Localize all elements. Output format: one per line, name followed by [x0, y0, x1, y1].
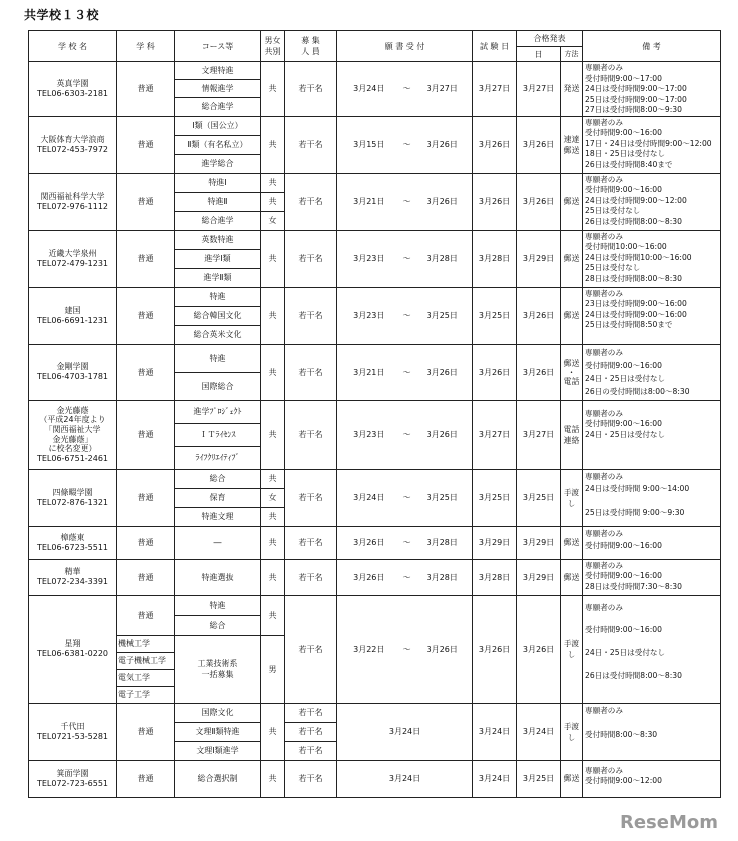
dept-cell: 普通 — [117, 173, 175, 230]
app-to-cell: 3月26日 — [413, 173, 473, 230]
recruit-cell: 若干名 — [285, 230, 337, 287]
course-cell: 特進選抜 — [175, 559, 261, 595]
app-to-cell: 3月25日 — [413, 469, 473, 526]
exam-cell: 3月28日 — [473, 230, 517, 287]
eng-dept-cell: 機械工学 — [117, 635, 175, 652]
notes-cell: 専願者のみ 受付時間9:00～17:00 24日は受付時間9:00～17:00 25日は受付時間9:00～17:00 27日は受付時間8:00～9:30 — [583, 62, 721, 117]
school-name: 星翔 TEL06-6381-0220 — [29, 595, 117, 703]
coed-cell: 共 — [261, 344, 285, 400]
result-method-cell: 手渡し — [561, 469, 583, 526]
result-method-cell: 郵送 — [561, 526, 583, 559]
exam-cell: 3月27日 — [473, 400, 517, 469]
course-cell: 進学総合 — [175, 154, 261, 173]
table-row — [29, 173, 721, 192]
recruit-cell: 若干名 — [285, 559, 337, 595]
result-day-cell: 3月29日 — [517, 559, 561, 595]
app-sep: ～ — [401, 116, 413, 173]
notes-cell: 専願者のみ 受付時間9:00～16:00 24日・25日は受付なし 26日は受付時間8:00～8:30 — [583, 595, 721, 703]
eng-dept-cell: 電子工学 — [117, 686, 175, 703]
recruit-cell: 若干名 — [285, 287, 337, 344]
eng-course-cell: 工業技術系 一括募集 — [175, 635, 261, 703]
page-title: 共学校１３校 — [24, 8, 100, 22]
course-cell: 文理Ⅰ類進学 — [175, 741, 261, 760]
notes-cell: 専願者のみ 受付時間9:00～12:00 — [583, 760, 721, 797]
app-sep: ～ — [401, 230, 413, 287]
table-row — [29, 760, 721, 797]
coed-cell: 女 — [261, 488, 285, 507]
school-name: 建国 TEL06-6691-1231 — [29, 287, 117, 344]
app-sep: ～ — [401, 344, 413, 400]
coed-cell: 共 — [261, 559, 285, 595]
result-day-cell: 3月24日 — [517, 703, 561, 760]
app-to-cell: 3月25日 — [413, 287, 473, 344]
course-cell: ﾗｲﾌｸﾘｴｲﾃｨﾌﾞ — [175, 446, 261, 469]
notes-cell: 専願者のみ 受付時間8:00～8:30 — [583, 703, 721, 760]
header-result-day: 日 — [517, 47, 561, 62]
exam-cell: 3月26日 — [473, 595, 517, 703]
result-method-cell: 速達 郵送 — [561, 116, 583, 173]
table-body — [29, 62, 721, 798]
recruit-cell: 若干名 — [285, 116, 337, 173]
coed-cell: 女 — [261, 211, 285, 230]
course-cell: 特進Ⅰ — [175, 173, 261, 192]
recruit-cell: 若干名 — [285, 62, 337, 117]
course-cell: 総合韓国文化 — [175, 306, 261, 325]
exam-cell: 3月24日 — [473, 760, 517, 797]
notes-cell: 専願者のみ 23日は受付時間9:00～16:00 24日は受付時間9:00～16:00 25日は受付時間8:50まで — [583, 287, 721, 344]
header-application: 願 書 受 付 — [337, 31, 473, 62]
coed-cell: 共 — [261, 230, 285, 287]
app-sep: ～ — [401, 595, 413, 703]
coed-cell: 共 — [261, 62, 285, 117]
result-method-cell: 電話 連絡 — [561, 400, 583, 469]
course-cell: ＩＴﾗｲｾﾝｽ — [175, 423, 261, 446]
app-sep: ～ — [401, 62, 413, 117]
header-result-method: 方法 — [561, 47, 583, 62]
table-row — [29, 595, 721, 615]
app-sep: ～ — [401, 559, 413, 595]
coed-cell: 共 — [261, 526, 285, 559]
coed-cell: 共 — [261, 400, 285, 469]
exam-cell: 3月26日 — [473, 173, 517, 230]
course-cell: 文理特進 — [175, 62, 261, 80]
course-cell: 英数特進 — [175, 230, 261, 249]
notes-cell: 専願者のみ 受付時間9:00～16:00 28日は受付時間7:30～8:30 — [583, 559, 721, 595]
result-day-cell: 3月25日 — [517, 469, 561, 526]
eng-dept-cell: 電子機械工学 — [117, 652, 175, 669]
notes-cell: 専願者のみ 受付時間9:00～16:00 — [583, 526, 721, 559]
dept-cell: 普通 — [117, 62, 175, 117]
exam-cell: 3月26日 — [473, 116, 517, 173]
course-cell: 特進 — [175, 287, 261, 306]
dept-cell: 普通 — [117, 287, 175, 344]
coed-cell: 共 — [261, 192, 285, 211]
header-coed: 男女 共別 — [261, 31, 285, 62]
course-cell: 文理Ⅱ類特進 — [175, 722, 261, 741]
eng-dept-cell: 電気工学 — [117, 669, 175, 686]
result-day-cell: 3月25日 — [517, 760, 561, 797]
course-cell: 総合英米文化 — [175, 325, 261, 344]
course-cell: 進学Ⅰ類 — [175, 249, 261, 268]
header-result: 合格発表 — [517, 31, 583, 47]
header-dept: 学 科 — [117, 31, 175, 62]
coed-cell: 共 — [261, 703, 285, 760]
result-day-cell: 3月26日 — [517, 116, 561, 173]
course-cell: Ⅱ類（有名私立） — [175, 135, 261, 154]
admissions-table-wrapper — [28, 30, 720, 798]
dept-cell: 普通 — [117, 760, 175, 797]
header-course: コース等 — [175, 31, 261, 62]
table-row — [29, 526, 721, 559]
app-single-cell: 3月24日 — [337, 703, 473, 760]
header-exam-date: 試 験 日 — [473, 31, 517, 62]
table-row — [29, 116, 721, 135]
school-name: 箕面学園 TEL072-723-6551 — [29, 760, 117, 797]
table-row — [29, 62, 721, 80]
table-row — [29, 469, 721, 488]
result-method-cell: 発送 — [561, 62, 583, 117]
header-school: 学 校 名 — [29, 31, 117, 62]
dept-cell: 普通 — [117, 344, 175, 400]
coed-cell: 共 — [261, 116, 285, 173]
recruit-cell: 若干名 — [285, 400, 337, 469]
app-from-cell: 3月26日 — [337, 559, 401, 595]
result-method-cell: 郵送 — [561, 287, 583, 344]
exam-cell: 3月27日 — [473, 62, 517, 117]
school-name: 近畿大学泉州 TEL072-479-1231 — [29, 230, 117, 287]
result-method-cell: 郵送 — [561, 559, 583, 595]
exam-cell: 3月28日 — [473, 559, 517, 595]
coed-cell: 共 — [261, 507, 285, 526]
exam-cell: 3月26日 — [473, 344, 517, 400]
result-day-cell: 3月29日 — [517, 526, 561, 559]
course-cell: 進学ﾌﾟﾛｼﾞｪｸﾄ — [175, 400, 261, 423]
course-cell: 総合選択制 — [175, 760, 261, 797]
app-single-cell: 3月24日 — [337, 760, 473, 797]
school-name: 関西福祉科学大学 TEL072-976-1112 — [29, 173, 117, 230]
coed-cell: 男 — [261, 635, 285, 703]
recruit-cell: 若干名 — [285, 760, 337, 797]
dept-cell: 普通 — [117, 469, 175, 526]
exam-cell: 3月25日 — [473, 287, 517, 344]
course-cell: 総合進学 — [175, 98, 261, 116]
table-row — [29, 703, 721, 722]
app-to-cell: 3月28日 — [413, 559, 473, 595]
recruit-cell: 若干名 — [285, 703, 337, 722]
app-from-cell: 3月21日 — [337, 344, 401, 400]
result-method-cell: 郵送 — [561, 760, 583, 797]
app-from-cell: 3月24日 — [337, 62, 401, 117]
notes-cell: 専願者のみ 受付時間9:00～16:00 17日・24日は受付時間9:00～12:00 18日・25日は受付なし 26日は受付時間8:40まで — [583, 116, 721, 173]
dept-cell: 普通 — [117, 703, 175, 760]
dept-cell: 普通 — [117, 526, 175, 559]
app-to-cell: 3月27日 — [413, 62, 473, 117]
recruit-cell: 若干名 — [285, 344, 337, 400]
app-from-cell: 3月21日 — [337, 173, 401, 230]
table-row — [29, 287, 721, 306]
result-day-cell: 3月26日 — [517, 595, 561, 703]
school-name: 英真学園 TEL06-6303-2181 — [29, 62, 117, 117]
coed-cell: 共 — [261, 469, 285, 488]
coed-cell: 共 — [261, 595, 285, 635]
notes-cell: 専願者のみ 受付時間9:00～16:00 24日・25日は受付なし 26日の受付時間は8:00～8:30 — [583, 344, 721, 400]
table-row — [29, 230, 721, 249]
exam-cell: 3月24日 — [473, 703, 517, 760]
app-to-cell: 3月26日 — [413, 400, 473, 469]
school-name: 千代田 TEL0721-53-5281 — [29, 703, 117, 760]
course-cell: 特進 — [175, 595, 261, 615]
course-cell: 保育 — [175, 488, 261, 507]
app-to-cell: 3月28日 — [413, 230, 473, 287]
notes-cell: 専願者のみ 受付時間10:00～16:00 24日は受付時間10:00～16:00 25日は受付なし 28日は受付時間8:00～8:30 — [583, 230, 721, 287]
app-to-cell: 3月28日 — [413, 526, 473, 559]
notes-cell: 専願者のみ 受付時間9:00～16:00 24日・25日は受付なし — [583, 400, 721, 469]
school-name: 四條畷学園 TEL072-876-1321 — [29, 469, 117, 526]
app-from-cell: 3月22日 — [337, 595, 401, 703]
result-method-cell: 郵送 ・ 電話 — [561, 344, 583, 400]
app-to-cell: 3月26日 — [413, 116, 473, 173]
recruit-cell: 若干名 — [285, 469, 337, 526]
coed-cell: 共 — [261, 173, 285, 192]
app-to-cell: 3月26日 — [413, 595, 473, 703]
dept-cell: 普通 — [117, 116, 175, 173]
course-cell: 特進 — [175, 344, 261, 372]
school-name: 樟蔭東 TEL06-6723-5511 — [29, 526, 117, 559]
admissions-table — [28, 30, 721, 798]
dept-cell: 普通 — [117, 400, 175, 469]
coed-cell: 共 — [261, 287, 285, 344]
result-method-cell: 手渡し — [561, 595, 583, 703]
resemom-logo: ReseMom — [619, 812, 718, 833]
app-sep: ～ — [401, 469, 413, 526]
recruit-cell: 若干名 — [285, 173, 337, 230]
result-day-cell: 3月27日 — [517, 62, 561, 117]
dept-cell: 普通 — [117, 595, 175, 635]
dept-cell: 普通 — [117, 230, 175, 287]
course-cell: 進学Ⅱ類 — [175, 268, 261, 287]
table-row — [29, 559, 721, 595]
app-sep: ～ — [401, 173, 413, 230]
recruit-cell: 若干名 — [285, 595, 337, 703]
course-cell: 総合 — [175, 469, 261, 488]
school-name: 金光藤蔭 （平成24年度より 「関西福祉大学 金光藤蔭」 に校名変更） TEL06-6751-2461 — [29, 400, 117, 469]
result-day-cell: 3月26日 — [517, 287, 561, 344]
course-cell: 情報進学 — [175, 80, 261, 98]
result-day-cell: 3月26日 — [517, 173, 561, 230]
coed-cell: 共 — [261, 760, 285, 797]
app-from-cell: 3月15日 — [337, 116, 401, 173]
app-sep: ～ — [401, 400, 413, 469]
exam-cell: 3月25日 — [473, 469, 517, 526]
recruit-cell: 若干名 — [285, 741, 337, 760]
recruit-cell: 若干名 — [285, 526, 337, 559]
notes-cell: 専願者のみ 24日は受付時間 9:00～14:00 25日は受付時間 9:00～9:30 — [583, 469, 721, 526]
course-cell: 国際総合 — [175, 372, 261, 400]
course-cell: ― — [175, 526, 261, 559]
app-to-cell: 3月26日 — [413, 344, 473, 400]
notes-cell: 専願者のみ 受付時間9:00～16:00 24日は受付時間9:00～12:00 25日は受付なし 26日は受付時間8:00～8:30 — [583, 173, 721, 230]
table-row — [29, 400, 721, 423]
dept-cell: 普通 — [117, 559, 175, 595]
app-from-cell: 3月23日 — [337, 287, 401, 344]
school-name: 精華 TEL072-234-3391 — [29, 559, 117, 595]
course-cell: 総合進学 — [175, 211, 261, 230]
course-cell: 総合 — [175, 615, 261, 635]
result-method-cell: 手渡し — [561, 703, 583, 760]
result-method-cell: 郵送 — [561, 230, 583, 287]
header-notes: 備 考 — [583, 31, 721, 62]
app-sep: ～ — [401, 287, 413, 344]
table-row — [29, 344, 721, 372]
course-cell: 特進文理 — [175, 507, 261, 526]
result-day-cell: 3月26日 — [517, 344, 561, 400]
app-from-cell: 3月23日 — [337, 400, 401, 469]
header-recruit: 募 集 人 員 — [285, 31, 337, 62]
app-from-cell: 3月26日 — [337, 526, 401, 559]
app-from-cell: 3月23日 — [337, 230, 401, 287]
exam-cell: 3月29日 — [473, 526, 517, 559]
result-day-cell: 3月29日 — [517, 230, 561, 287]
course-cell: Ⅰ類（国公立） — [175, 116, 261, 135]
recruit-cell: 若干名 — [285, 722, 337, 741]
school-name: 金剛学園 TEL06-4703-1781 — [29, 344, 117, 400]
school-name: 大阪体育大学浪商 TEL072-453-7972 — [29, 116, 117, 173]
course-cell: 特進Ⅱ — [175, 192, 261, 211]
app-sep: ～ — [401, 526, 413, 559]
result-day-cell: 3月27日 — [517, 400, 561, 469]
result-method-cell: 郵送 — [561, 173, 583, 230]
app-from-cell: 3月24日 — [337, 469, 401, 526]
course-cell: 国際文化 — [175, 703, 261, 722]
